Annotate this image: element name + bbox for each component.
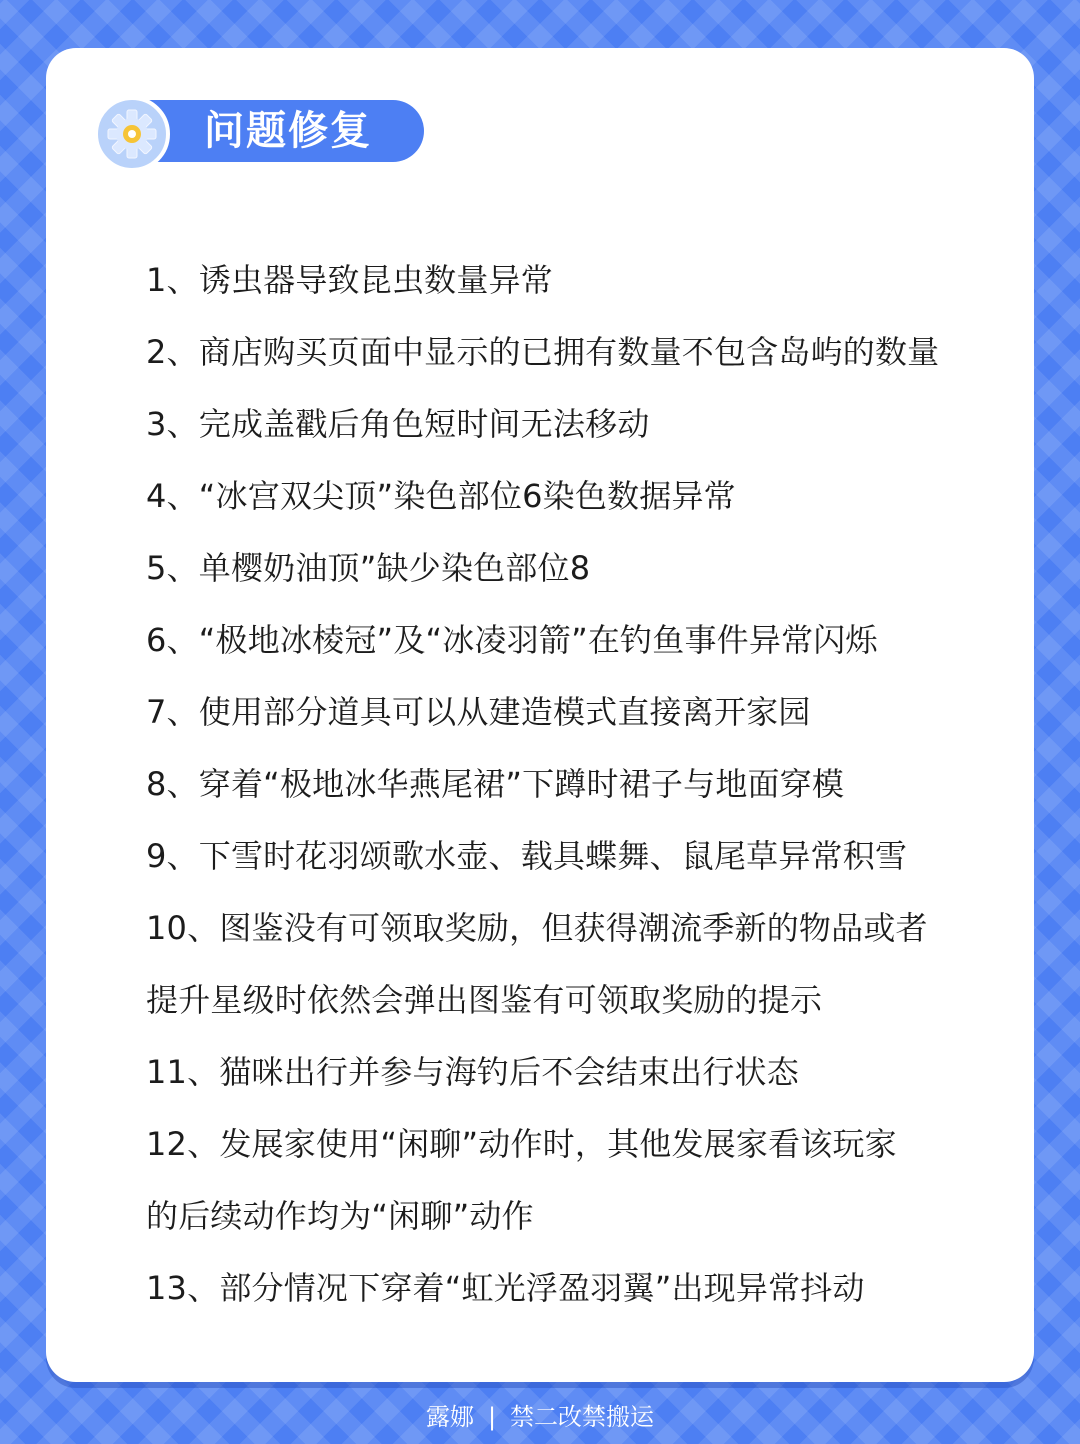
list-item: 7、使用部分道具可以从建造模式直接离开家园	[146, 693, 811, 731]
content-card	[46, 48, 1034, 1382]
list-item: 12、发展家使用“闲聊”动作时，其他发展家看该玩家	[146, 1125, 897, 1163]
list-item: 6、“极地冰棱冠”及“冰凌羽箭”在钓鱼事件异常闪烁	[146, 621, 878, 659]
list-item: 8、穿着“极地冰华燕尾裙”下蹲时裙子与地面穿模	[146, 765, 845, 803]
issue-list	[146, 244, 1046, 1324]
footer-author: 露娜	[425, 1403, 474, 1431]
list-item-continuation: 的后续动作均为“闲聊”动作	[146, 1197, 534, 1235]
list-item: 11、猫咪出行并参与海钓后不会结束出行状态	[146, 1053, 799, 1091]
list-item: 4、“冰宫双尖顶”染色部位6染色数据异常	[146, 477, 736, 515]
list-item: 9、下雪时花羽颂歌水壶、载具蝶舞、鼠尾草异常积雪	[146, 837, 908, 875]
section-header	[94, 96, 424, 172]
footer-notice: 禁二改禁搬运	[510, 1403, 655, 1431]
list-item: 1、诱虫器导致昆虫数量异常	[146, 261, 553, 299]
list-item: 5、单樱奶油顶”缺少染色部位8	[146, 549, 591, 587]
gear-icon	[94, 96, 170, 172]
list-item: 10、图鉴没有可领取奖励，但获得潮流季新的物品或者	[146, 909, 928, 947]
footer-credit	[0, 1392, 1080, 1442]
list-item: 2、商店购买页面中显示的已拥有数量不包含岛屿的数量	[146, 333, 940, 371]
footer-separator: |	[487, 1403, 497, 1431]
list-item: 13、部分情况下穿着“虹光浮盈羽翼”出现异常抖动	[146, 1269, 865, 1307]
list-item-continuation: 提升星级时依然会弹出图鉴有可领取奖励的提示	[146, 981, 823, 1019]
list-item: 3、完成盖戳后角色短时间无法移动	[146, 405, 650, 443]
page-title: 问题修复	[204, 108, 372, 154]
